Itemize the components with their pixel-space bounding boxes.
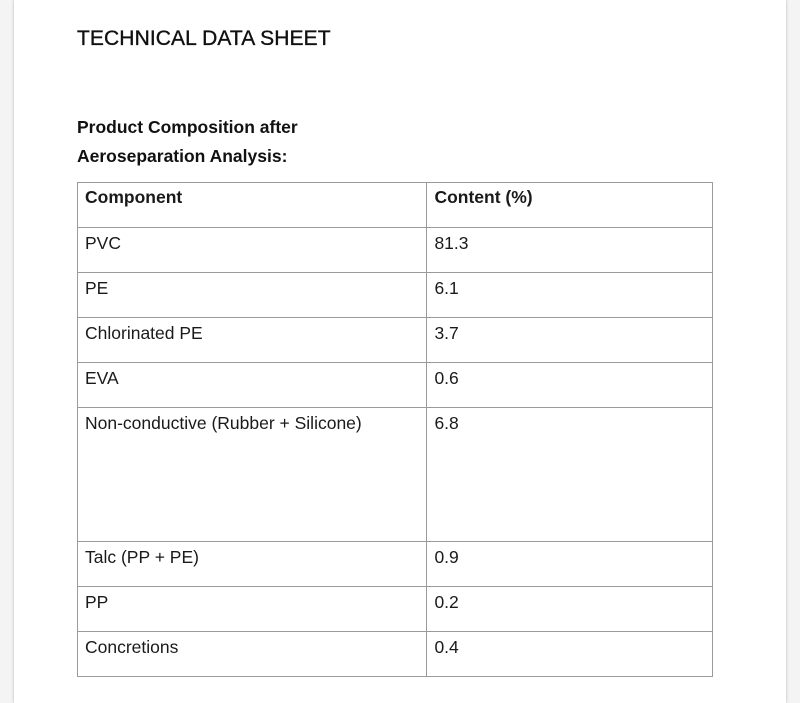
table-row <box>78 632 713 677</box>
component-cell: Chlorinated PE <box>78 318 427 363</box>
component-cell: PP <box>78 587 427 632</box>
content-cell: 0.2 <box>427 587 713 632</box>
section-heading-line-1: Product Composition after <box>77 117 298 137</box>
content-cell: 3.7 <box>427 318 713 363</box>
component-cell: PVC <box>78 228 427 273</box>
header-content: Content (%) <box>427 183 713 228</box>
header-component: Component <box>78 183 427 228</box>
component-cell: PE <box>78 273 427 318</box>
document-page <box>14 0 786 703</box>
content-cell: 81.3 <box>427 228 713 273</box>
table-row <box>78 318 713 363</box>
section-heading <box>77 113 298 171</box>
component-cell: Talc (PP + PE) <box>78 542 427 587</box>
content-cell: 0.6 <box>427 363 713 408</box>
document-title: TECHNICAL DATA SHEET <box>77 27 331 50</box>
table-row <box>78 228 713 273</box>
content-cell: 0.9 <box>427 542 713 587</box>
table-row <box>78 408 713 542</box>
table-header-row <box>78 183 713 228</box>
table-row <box>78 587 713 632</box>
section-heading-line-2: Aeroseparation Analysis: <box>77 146 288 166</box>
composition-table <box>77 182 713 677</box>
component-cell: Non-conductive (Rubber + Silicone) <box>78 408 427 542</box>
content-cell: 0.4 <box>427 632 713 677</box>
content-cell: 6.1 <box>427 273 713 318</box>
content-cell: 6.8 <box>427 408 713 542</box>
table-row <box>78 273 713 318</box>
component-cell: EVA <box>78 363 427 408</box>
table-row <box>78 363 713 408</box>
table-row <box>78 542 713 587</box>
component-cell: Concretions <box>78 632 427 677</box>
